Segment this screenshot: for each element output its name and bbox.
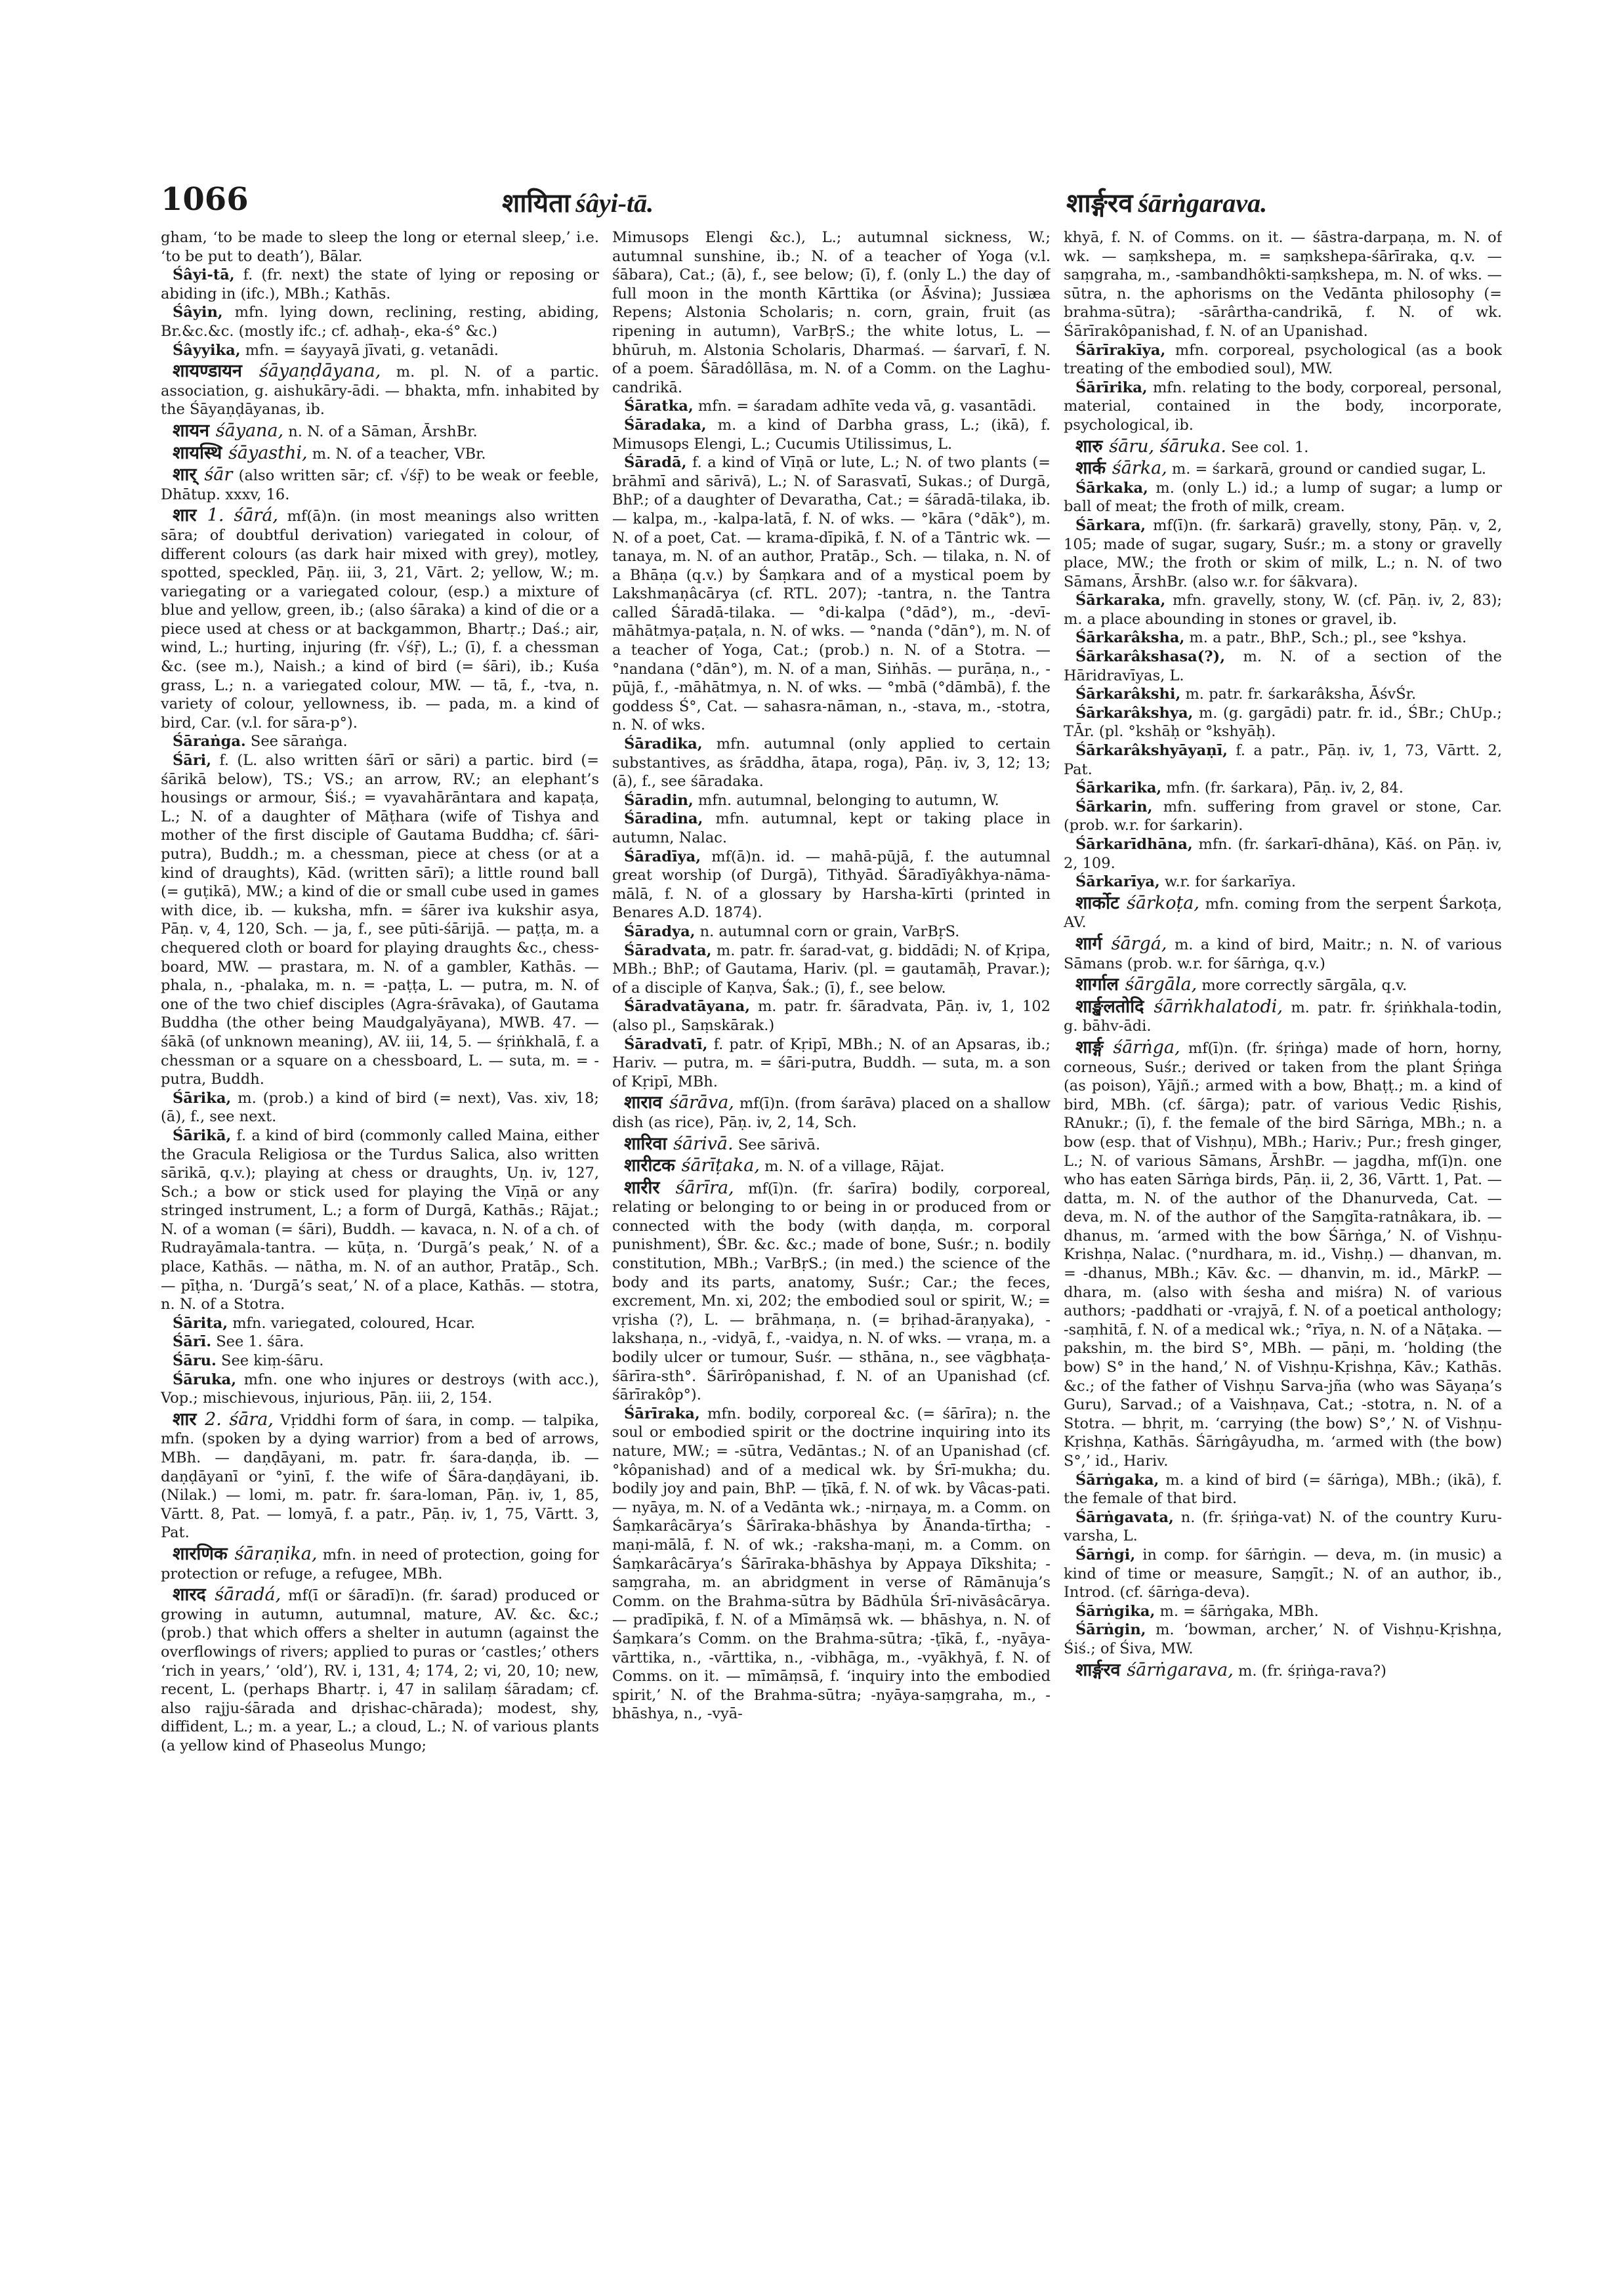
entry-headword: Śārita, — [173, 1314, 228, 1332]
entry-headword — [173, 360, 381, 381]
entry-headword — [1075, 1659, 1234, 1680]
entry-headword: Śâyin, — [173, 304, 223, 321]
headword-transliteration: śārṅga, — [1113, 1037, 1180, 1058]
dictionary-entry — [1064, 1471, 1502, 1508]
dictionary-entry — [1064, 704, 1502, 741]
headword-transliteration: śāyasthi, — [228, 442, 308, 463]
dictionary-entry — [1064, 685, 1502, 704]
entry-definition: See 1. śāra. — [216, 1333, 304, 1351]
entry-definition: mfn. relating to the body, corporeal, personal, material, contained in the body, incorporate, psychological, ib. — [1064, 379, 1502, 434]
entry-headword — [1075, 435, 1226, 457]
headword-transliteration: śārāva, — [669, 1092, 734, 1113]
dictionary-entry — [1064, 629, 1502, 648]
entry-headword: Śārika, — [173, 1089, 232, 1107]
entry-headword: Śāru. — [173, 1352, 217, 1370]
entry-headword: Śārṅgin, — [1075, 1621, 1146, 1639]
dictionary-entry — [612, 941, 1051, 998]
dictionary-entry — [612, 810, 1051, 847]
headword-transliteration: śāyana, — [215, 420, 284, 441]
dictionary-entry — [161, 1410, 599, 1542]
entry-headword: Śārīrika, — [1075, 379, 1148, 396]
entry-definition: Vṛiddhi form of śara, in comp. — talpika, mfn. (spoken by a dying warrior) from a bed of arrows, MBh. — daṇḍāyani, m. patr. fr. śara-daṇḍa, ib. — daṇḍāyanī or °yinī, f. the wife of Śāra-daṇḍāyani, ib. (Nilak.) — lomi, m. patr. fr. śara-loman, Pāṇ. iv, 1, 85, Vārtt. 8, Pat. — lomyā, f. a patr., Pāṇ. iv, 1, 75, Vārtt. 3, Pat. — [161, 1411, 599, 1542]
entry-definition: m. (only L.) id.; a lump of sugar; a lump or ball of meat; the froth of milk, cream. — [1064, 479, 1502, 516]
entry-definition: mfn. (fr. śarkarī-dhāna), Kāś. on Pāṇ. iv, 2, 109. — [1064, 836, 1502, 872]
entry-definition: mfn. lying down, reclining, resting, abiding, Br.&c.&c. (mostly ifc.; cf. adhaḥ-, eka-ś° &c.) — [161, 304, 599, 340]
entry-definition: f. patr. of Kṛipī, MBh.; N. of an Apsaras, ib.; Hariv. — putra, m. = śāri-putra, Buddh. — suta, m. a son of Kṛipī, MBh. — [612, 1035, 1051, 1090]
entry-definition: m. N. of a section of the Hāridravīyas, L. — [1064, 648, 1502, 684]
dictionary-entry — [612, 1134, 1051, 1155]
entry-definition: mfn. autumnal, kept or taking place in autumn, Nalac. — [612, 810, 1051, 846]
entry-definition: n. (fr. śṛiṅga-vat) N. of the country Kuru-varsha, L. — [1064, 1508, 1502, 1545]
dictionary-entry — [612, 997, 1051, 1035]
entry-headword: Śārī. — [173, 1333, 212, 1351]
entry-definition: mf(ā)n. (in most meanings also written sāra; of doubtful derivation) variegated in colour, of different colours (as dark hair mixed with grey), motley, spotted, speckled, Pāṇ. iii, 3, 21, Vārt. 2; yellow, W.; m. variegating or a variegated colour, (esp.) a mixture of blue and yellow, green, ib.; (also śāraka) a kind of die or a piece used at chess or at backgammon, Bhartṛ.; Daś.; air, wind, L.; hurting, injuring (fr. √śṝ), L.; (ī), f. a chessman &c. (see m.), Naish.; a kind of bird (= śāri), ib.; Kuśa grass, L.; n. a variegated colour, MW. — tā, f., -tva, n. variety of colour, yellowness, ib. — pada, m. a kind of bird, Car. (v.l. for sāra-p°). — [161, 508, 599, 732]
dictionary-entry — [1064, 341, 1502, 379]
headword-transliteration: śārīṭaka, — [681, 1155, 760, 1176]
dictionary-entry — [1064, 975, 1502, 995]
entry-definition: mf(ī)n. (fr. śṛiṅga) made of horn, horny, corneous, Suśr.; derived or taken from the plant Śṛiṅga (as poison), Yājñ.; armed with a bow, Bhaṭṭ.; m. a kind of bird, MBh. (cf. śārga); patr. of various Vedic Ṛishis, RAnukr.; (ī), f. the female of the bird Sārṅga, MBh.; n. a bow (esp. that of Vishṇu), MBh.; Hariv.; Pur.; fresh ginger, L.; N. of various Sāmans, ĀrshBr. — jagdha, mf(ī)n. one who has eaten Sārṅga birds, Pāṇ. ii, 2, 36, Vārtt. 1, Pat. — datta, m. N. of the author of the Dhanurveda, Cat. — deva, m. N. of the author of the Saṃgīta-ratnâkara, ib. — dhanus, m. ‘armed with the bow Śārṅga,’ N. of Vishṇu-Krishṇa, Nalac. (°nurdhara, m. id., Vishṇ.) — dhanvan, m. = -dhanus, MBh.; Kāv. &c. — dhanvin, m. id., MārkP. — dhara, m. (also with śesha and miśra) N. of various authors; -paddhati or -vrajyā, f. N. of a poetical anthology; -saṃhitā, f. N. of a medical wk.; °rīya, n. N. of a Nāṭaka. — pakshin, m. the bird S°, MBh. — pāṇi, m. ‘holding (the bow) S° in the hand,’ N. of Vishṇu-Kṛishṇa, Kāv.; Kathās. &c.; of the father of Vishṇu Sarva-jña (who was Sāyaṇa’s Guru), Sarvad.; of a Vaishṇava, Cat.; -stotra, n. N. of a Stotra. — bhṛit, m. ‘carrying (the bow) S°,’ N. of Vishṇu-Kṛishṇa, Kathās. Śārṅgâyudha, m. ‘armed with (the bow) S°,’ id., Hariv. — [1064, 1039, 1502, 1470]
dictionary-entry — [161, 1371, 599, 1408]
entry-headword — [173, 1542, 317, 1564]
entry-definition: mf(ī)n. (from śarāva) placed on a shallow dish (as rice), Pāṇ. iv, 2, 14, Sch. — [612, 1095, 1051, 1131]
entry-definition: mfn. = śayyayā jīvati, g. vetanādi. — [245, 341, 499, 359]
entry-definition: mfn. in need of protection, going for protection or refuge, a refugee, MBh. — [161, 1546, 599, 1582]
dictionary-entry — [612, 416, 1051, 453]
dictionary-entry — [1064, 459, 1502, 479]
entry-headword: Śārṅgaka, — [1075, 1471, 1159, 1489]
entry-headword — [1075, 995, 1283, 1017]
entry-definition: mfn. corporeal, psychological (as a book treating of the embodied soul), MW. — [1064, 341, 1502, 378]
dictionary-entry — [1064, 516, 1502, 591]
dictionary-entry — [161, 228, 599, 266]
entry-definition: See sārivā. — [738, 1136, 821, 1153]
headword-devanagari: शारीर — [624, 1177, 660, 1198]
entry-headword — [173, 1583, 281, 1605]
entry-definition: mfn. coming from the serpent Śarkoṭa, AV. — [1064, 895, 1502, 932]
entry-headword: Śārṅgika, — [1075, 1602, 1156, 1620]
entry-headword: Śāratka, — [624, 398, 694, 415]
headword-transliteration: śārivā. — [673, 1133, 734, 1154]
headword-devanagari: शार्गाल — [1075, 974, 1119, 995]
entry-headword: Śāradvatī, — [624, 1035, 708, 1053]
dictionary-entry — [161, 1333, 599, 1352]
headword-transliteration: śārīra, — [675, 1177, 734, 1198]
entry-definition: m. = śarkarā, ground or candied sugar, L. — [1171, 461, 1486, 478]
entry-definition: mfn. suffering from gravel or stone, Car. (prob. w.r. for śarkarin). — [1064, 798, 1502, 835]
page-header — [161, 181, 1503, 227]
running-head-right — [1066, 184, 1267, 220]
headword-devanagari: शार्कोट — [1075, 892, 1119, 913]
running-head-left — [502, 184, 654, 220]
headword-transliteration: śāyaṇḍāyana, — [259, 361, 381, 382]
column-3 — [1064, 228, 1502, 2249]
entry-definition: w.r. for śarkarīya. — [1164, 873, 1297, 891]
dictionary-entry — [161, 266, 599, 303]
dictionary-entry — [1064, 479, 1502, 516]
dictionary-entry — [612, 1156, 1051, 1176]
dictionary-entry — [161, 341, 599, 360]
entry-headword: Śārkara, — [1075, 516, 1146, 534]
dictionary-entry — [1064, 228, 1502, 341]
entry-headword: Śārkarīya, — [1075, 873, 1160, 891]
entry-headword — [624, 1154, 760, 1176]
entry-definition: m. N. of a teacher, VBr. — [312, 445, 486, 463]
entry-headword: Śāradā, — [624, 454, 687, 472]
dictionary-entry — [161, 1352, 599, 1371]
entry-headword: Śārkarin, — [1075, 798, 1153, 816]
entry-headword: Śārkaka, — [1075, 479, 1148, 497]
entry-definition: m. patr. fr. śāradvata, Pāṇ. iv, 1, 102 (also pl., Saṃskārak.) — [612, 998, 1051, 1034]
headword-transliteration: śārkoṭa, — [1126, 892, 1199, 913]
headword-transliteration: 1. śārá, — [207, 505, 279, 526]
entry-definition: mfn. (fr. śarkara), Pāṇ. iv, 2, 84. — [1166, 779, 1404, 797]
entry-definition: Mimusops Elengi &c.), L.; autumnal sickness, W.; autumnal sunshine, ib.; N. of a teacher of Yoga (v.l. śābara), Cat.; (ā), f., see below; (ī), f. (only L.) the day of full moon in the month Kārttika (or Āśvina); Jussiæa Repens; Alstonia Scholaris; n. corn, grain, fruit (as ripening in autumn), VarBṛS.; the white lotus, L. — bhūruh, m. Alstonia Scholaris, Dharmaś. — śarvarī, f. N. of a poem. Śāradôllāsa, m. N. of a Comm. on the Laghu-candrikā. — [612, 229, 1051, 396]
headword-transliteration: śārṅkhalatodi, — [1154, 996, 1283, 1017]
headword-devanagari: शार् — [173, 465, 197, 486]
entry-definition: m. a patr., BhP., Sch.; pl., see °kshya. — [1189, 629, 1467, 647]
dictionary-entry — [161, 465, 599, 504]
entry-headword — [624, 1132, 734, 1154]
dictionary-entry — [161, 506, 599, 732]
entry-definition: m. pl. N. of a partic. association, g. aishukāry-ādi. — bhakta, mfn. inhabited by the Śāyaṇḍāyanas, ib. — [161, 363, 599, 419]
entry-definition: gham, ‘to be made to sleep the long or eternal sleep,’ i.e. ‘to be put to death’), Bālar. — [161, 229, 599, 265]
entry-headword: Śārkarâkshasa(?), — [1075, 648, 1226, 666]
dictionary-entry — [161, 303, 599, 341]
entry-definition: m. N. of a village, Rājat. — [764, 1158, 945, 1176]
headword-transliteration: śārṅgarava, — [1127, 1659, 1234, 1680]
running-head-left-devanagari: शायिता — [502, 188, 571, 218]
entry-headword — [173, 463, 232, 485]
headword-devanagari: शार्ङ्खलतोदि — [1075, 996, 1144, 1017]
dictionary-entry — [161, 1585, 599, 1755]
headword-devanagari: शार्क — [1075, 458, 1106, 479]
entry-headword: Śāraṅga. — [173, 733, 246, 751]
running-head-right-devanagari: शार्ङ्गरव — [1066, 188, 1133, 218]
entry-definition: mfn. autumnal (only applied to certain substantives, as śrāddha, ātapa, roga), Pāṇ. iv, 3, 12; 13; (ā), f., see śāradaka. — [612, 735, 1051, 791]
entry-definition: mf(ī)n. (fr. śarkarā) gravelly, stony, Pāṇ. v, 2, 105; made of sugar, sugary, Suśr.; m. a stony or gravelly place, MW.; the froth or skim of milk, L.; n. N. of two Sāmans, ĀrshBr. (also w.r. for śākvara). — [1064, 516, 1502, 590]
column-1 — [161, 228, 599, 2249]
entry-definition: m. patr. fr. śarad-vat, g. biddādi; N. of Kṛipa, MBh.; BhP.; of Gautama, Hariv. (pl. = gautamāḥ, Pravar.); of a disciple of Kaṇva, Śak.; (ī), f., see below. — [612, 941, 1051, 997]
entry-headword: Śārṅgi, — [1075, 1546, 1136, 1563]
dictionary-entry — [1064, 779, 1502, 798]
entry-definition: f. a kind of Vīṇā or lute, L.; N. of two plants (= brāhmī and sārivā), L.; N. of Sarasvatī, Sukas.; of Durgā, BhP.; of a daughter of Devaratha, Cat.; = śāradā-tilaka, ib. — kalpa, m., -kalpa-latā, f. N. of wks. — °kāra (°dāk°), m. N. of a poet, Cat. — krama-dīpikā, f. N. of a Tāntric wk. — tanaya, m. N. of an author, Pratāp., Sch. — tilaka, n. N. of a Bhāṇa (q.v.) by Śaṃkara and of a mystical poem by Lakshmaṇâcārya (cf. RTL. 207); -tantra, n. the Tantra called Śāradā-tilaka. — °di-kalpa (°dād°), m., -devī-māhātmya-paṭala, n. N. of wks. — °nanda (°dān°), m. N. of a teacher of Yoga, Cat.; (prob.) n. N. of a Stotra. — °nandana (°dān°), m. N. of a man, Siṅhās. — purāṇa, n., -pūjā, f., -māhātmya, n. N. of wks. — °mbā (°dāmbā), f. the goddess Ś°, Cat. — sahasra-nāman, n., -stava, m., -stotra, n. N. of wks. — [612, 454, 1051, 734]
entry-definition: n. autumnal corn or grain, VarBṛS. — [699, 922, 960, 940]
headword-devanagari: शारीटक — [624, 1155, 675, 1176]
running-head-left-translit: śâyi-tā. — [575, 188, 654, 218]
entry-headword: Śāri, — [173, 752, 212, 770]
headword-transliteration: śāraṇika, — [234, 1543, 318, 1564]
entry-definition: mfn. one who injures or destroys (with acc.), Vop.; mischievous, injurious, Pāṇ. iii, 2, 154. — [161, 1371, 599, 1407]
dictionary-entry — [1064, 873, 1502, 892]
dictionary-entry — [161, 444, 599, 464]
headword-devanagari: शार्ङ्ग — [1075, 1037, 1104, 1058]
entry-definition: in comp. for śārṅgin. — deva, m. (in music) a kind of time or measure, Saṃgīt.; N. of an author, ib., Introd. (cf. śārṅga-deva). — [1064, 1546, 1502, 1602]
dictionary-entry — [612, 1405, 1051, 1724]
entry-definition: mfn. variegated, coloured, Hcar. — [232, 1314, 476, 1332]
entry-headword — [624, 1091, 734, 1113]
dictionary-entry — [1064, 1621, 1502, 1658]
dictionary-entry — [612, 453, 1051, 735]
dictionary-entry — [1064, 835, 1502, 873]
running-head-right-translit: śārṅgarava. — [1138, 188, 1268, 218]
headword-devanagari: शायस्थि — [173, 442, 222, 463]
entry-headword: Śārkarīdhāna, — [1075, 836, 1193, 853]
entry-headword: Śāradīya, — [624, 848, 701, 865]
entry-definition: more correctly sārgāla, q.v. — [1201, 977, 1407, 995]
entry-definition: f. (fr. next) the state of lying or reposing or abiding in (ifc.), MBh.; Kathās. — [161, 266, 599, 302]
entry-definition: khyā, f. N. of Comms. on it. — śāstra-darpaṇa, m. N. of wk. — saṃkshepa, m. = saṃkshepa-śārīraka, q.v. — saṃgraha, m., -sambandhôkti-saṃkshepa, m. N. of wks. — sūtra, n. the aphorisms on the Vedānta philosophy (= brahma-sūtra); -sārârtha-candrikā, f. N. of wk. Śārīrakôpanishad, f. N. of an Upanishad. — [1064, 229, 1502, 340]
dictionary-entry — [1064, 997, 1502, 1036]
entry-definition: m. a kind of bird (= śārṅga), MBh.; (ikā), f. the female of that bird. — [1064, 1471, 1502, 1508]
entry-headword — [624, 1176, 734, 1198]
entry-headword — [173, 442, 308, 463]
dictionary-entry — [161, 732, 599, 751]
entry-headword: Śāruka, — [173, 1371, 237, 1388]
entry-headword: Śārṅgavata, — [1075, 1508, 1174, 1526]
dictionary-entry — [612, 1178, 1051, 1405]
entry-headword — [173, 504, 278, 526]
headword-devanagari: शारिवा — [624, 1133, 667, 1154]
dictionary-entry — [161, 1544, 599, 1583]
entry-headword — [1075, 932, 1167, 954]
dictionary-entry — [1064, 1661, 1502, 1681]
headword-transliteration: śār — [204, 465, 233, 486]
entry-headword: Śāradvatāyana, — [624, 998, 751, 1016]
entry-headword: Śārīraka, — [624, 1405, 700, 1422]
entry-definition: m. a kind of bird, Maitr.; n. N. of various Sāmans (prob. w.r. for śārṅga, q.v.) — [1064, 936, 1502, 972]
column-2 — [612, 228, 1051, 2249]
entry-headword — [1075, 1036, 1180, 1058]
entry-headword: Śārkarika, — [1075, 779, 1162, 797]
entry-definition: mf(ī or śāradī)n. (fr. śarad) produced or growing in autumn, autumnal, mature, AV. &c. &c.; (prob.) that which offers a shelter in autumn (against the overflowings of rivers; applied to puras or ‘castles;’ others ‘rich in years,’ ‘old’), RV. i, 131, 4; 174, 2; vi, 20, 10; new, recent, L. (perhaps Bhartṛ. i, 47 in salilaṃ śāradam; cf. also rajju-śārada and dṛishac-chārada); modest, shy, diffident, L.; m. a year, L.; a cloud, L.; N. of various plants (a yellow kind of Phaseolus Mungo; — [161, 1587, 599, 1754]
entry-definition: n. N. of a Sāman, ĀrshBr. — [288, 423, 478, 440]
dictionary-entry — [612, 922, 1051, 941]
dictionary-entry — [612, 397, 1051, 416]
dictionary-entry — [161, 421, 599, 442]
entry-definition: m. ‘bowman, archer,’ N. of Vishṇu-Kṛishṇa, Śiś.; of Śiva, MW. — [1064, 1621, 1502, 1657]
dictionary-entry — [1064, 591, 1502, 629]
dictionary-entry — [612, 735, 1051, 791]
entry-headword: Śāradina, — [624, 810, 703, 828]
entry-headword: Śāradaka, — [624, 416, 707, 434]
entry-definition: m. a kind of Darbha grass, L.; (ikā), f. Mimusops Elengi, L.; Cucumis Utilissimus, L. — [612, 416, 1051, 453]
headword-devanagari: शायन — [173, 420, 209, 441]
dictionary-entry — [612, 1093, 1051, 1132]
headword-transliteration: 2. śāra, — [205, 1409, 274, 1430]
entry-definition: See sāraṅga. — [250, 733, 348, 751]
dictionary-entry — [1064, 379, 1502, 435]
entry-definition: mfn. autumnal, belonging to autumn, W. — [697, 791, 999, 809]
entry-headword: Śāradin, — [624, 791, 694, 809]
entry-headword — [173, 419, 283, 441]
headword-transliteration: śārgāla, — [1125, 974, 1197, 995]
headword-devanagari: शायण्डायन — [173, 361, 242, 382]
dictionary-entry — [1064, 741, 1502, 779]
entry-headword: Śārīrakīya, — [1075, 341, 1166, 359]
headword-devanagari: शारणिक — [173, 1543, 228, 1564]
dictionary-entry — [1064, 934, 1502, 973]
entry-definition: mfn. gravelly, stony, W. (cf. Pāṇ. iv, 2, 83); m. a place abounding in stones or gravel, ib. — [1064, 592, 1502, 628]
entry-definition: m. (fr. śṛiṅga-rava?) — [1238, 1662, 1386, 1680]
dictionary-entry — [161, 1089, 599, 1127]
entry-definition: See kiṃ-śāru. — [221, 1352, 324, 1370]
headword-devanagari: शाराव — [624, 1092, 663, 1113]
headword-devanagari: शार्ग — [1075, 933, 1102, 954]
headword-devanagari: शार्ङ्गरव — [1075, 1659, 1121, 1680]
entry-definition: m. patr. fr. śṛiṅkhala-todin, g. bāhv-ādi. — [1064, 999, 1502, 1035]
entry-definition: f. a kind of bird (commonly called Maina, either the Gracula Religiosa or the Turdus Salica, also written sārikā, q.v.); playing at chess or draughts, Uṇ. iv, 127, Sch.; a bow or stick used for playing the Vīṇā or any stringed instrument, L.; a form of Durgā, Kathās.; Rājat.; N. of a woman (= śāri), Buddh. — kavaca, n. N. of a ch. of Rudrayāmala-tantra. — kūṭa, n. ‘Durgā’s peak,’ N. of a place, Kathās. — nātha, m. N. of an author, Pratāp., Sch. — pīṭha, n. ‘Durgā’s seat,’ N. of a place, Kathās. — stotra, n. N. of a Stotra. — [161, 1127, 599, 1313]
dictionary-entry — [161, 362, 599, 419]
dictionary-entry — [1064, 798, 1502, 835]
entry-headword: Śārkaraka, — [1075, 592, 1166, 610]
page-number: 1066 — [161, 181, 249, 218]
dictionary-entry — [1064, 1038, 1502, 1471]
entry-definition: mf(ā)n. id. — mahā-pūjā, f. the autumnal great worship (of Durgā), Tithyād. Śāradīyâkhya-nāma-mālā, f. N. of a glossary by Harsha-kīrti (printed in Benares A.D. 1874). — [612, 848, 1051, 922]
headword-devanagari: शार — [173, 1409, 197, 1430]
entry-headword: Śārkarâkshya, — [1075, 704, 1194, 722]
dictionary-entry — [612, 791, 1051, 810]
dictionary-entry — [161, 1314, 599, 1333]
headword-transliteration: śāru, śāruka. — [1109, 436, 1226, 457]
entry-headword: Śâyyika, — [173, 341, 241, 359]
dictionary-entry — [1064, 437, 1502, 457]
entry-definition: mf(ī)n. (fr. śarīra) bodily, corporeal, relating or belonging to or being in or produced from or connected with the body (with daṇḍa, m. corporal punishment), ŚBr. &c. &c.; made of bone, Suśr.; n. bodily constitution, MBh.; VarBṛS.; (in med.) the science of the body and its parts, anatomy, Suśr.; Car.; the feces, excrement, Mn. xi, 202; the embodied soul or spirit, W.; = vṛisha (?), L. — brāhmaṇa, n. (= bṛihad-āraṇyaka), -lakshaṇa, n., -vidyā, f., -vaidya, n. N. of wks. — vraṇa, m. a bodily ulcer or tumour, Suśr. — sthāna, n., see vāgbhaṭa-śārīra-sth°. Śārīrôpanishad, f. N. of an Upanishad (cf. śārīrakôp°). — [612, 1180, 1051, 1404]
entry-definition: See col. 1. — [1231, 438, 1309, 456]
dictionary-columns — [161, 228, 1503, 2249]
entry-headword: Śāradya, — [624, 922, 696, 940]
entry-definition: (also written sār; cf. √śṝ) to be weak or feeble, Dhātup. xxxv, 16. — [161, 467, 599, 503]
entry-headword: Śāradika, — [624, 735, 703, 753]
entry-headword — [1075, 457, 1167, 478]
dictionary-entry — [612, 848, 1051, 922]
headword-devanagari: शारु — [1075, 436, 1103, 457]
headword-transliteration: śāradá, — [215, 1584, 281, 1605]
entry-headword: Śārkarâksha, — [1075, 629, 1185, 647]
headword-devanagari: शारद — [173, 1584, 206, 1605]
dictionary-entry — [161, 751, 599, 1089]
entry-headword — [1075, 892, 1199, 913]
entry-headword — [1075, 973, 1197, 995]
headword-transliteration: śārgá, — [1111, 933, 1167, 954]
dictionary-entry — [612, 1035, 1051, 1092]
entry-headword — [173, 1408, 274, 1430]
headword-devanagari: शार — [173, 505, 197, 526]
dictionary-entry — [1064, 894, 1502, 932]
dictionary-entry — [1064, 1546, 1502, 1602]
entry-definition: mfn. = śaradam adhīte veda vā, g. vasantādi. — [697, 398, 1037, 415]
dictionary-entry — [1064, 648, 1502, 685]
entry-headword: Śārikā, — [173, 1127, 232, 1144]
entry-headword: Śâyi-tā, — [173, 266, 235, 284]
dictionary-entry — [1064, 1602, 1502, 1621]
entry-definition: mfn. bodily, corporeal &c. (= śārīra); n. the soul or embodied spirit or the doctrine inquiring into its nature, MW.; = -sūtra, Vedāntas.; N. of an Upanishad (cf. °kôpanishad) and of a medical wk. by Śrī-mukha; du. bodily joy and pain, BhP. — ṭīkā, f. N. of wk. by Vâcas-pati. — nyāya, m. N. of a Vedānta wk.; -nirṇaya, m. a Comm. on Śaṃkarâcārya’s Śārīraka-bhāshya by Ānanda-tīrtha; -maṇi-mālā, f. N. of wk.; -raksha-maṇi, m. a Comm. on Śaṃkarâcārya’s Śārīraka-bhāshya by Appaya Dīkshita; -saṃgraha, m. an abridgment in verse of Rāmānuja’s Comm. on the Brahma-sūtra by Bādhūla Śrī-nivāsâcārya. — pradīpikā, f. N. of a Mīmāṃsā wk. — bhāshya, n. N. of Śaṃkara’s Comm. on the Brahma-sūtra; -ṭīkā, f., -nyāya-vārttika, n., -vārttika, n., -vibhāga, m., -vyākhyā, f. N. of Comms. on it. — mīmāṃsā, f. ‘inquiry into the embodied spirit,’ N. of the Brahma-sūtra; -nyāya-saṃgraha, m., -bhāshya, n., -vyā- — [612, 1405, 1051, 1723]
entry-definition: m. = śārṅgaka, MBh. — [1159, 1602, 1319, 1620]
entry-headword: Śārkarâkshi, — [1075, 686, 1181, 703]
headword-transliteration: śārka, — [1112, 458, 1167, 479]
entry-definition: f. (L. also written śārī or sāri) a partic. bird (= śārikā below), TS.; VS.; an arrow, RV.; an elephant’s housings or armour, Śiś.; = vyavahārāntara and kapaṭa, L.; N. of a daughter of Māṭhara (wife of Tishya and mother of the first disciple of Gautama Buddha; cf. śāri-putra), Buddh.; m. a chessman, piece at chess (or at a kind of draughts), Kād. (written sārī); a little round ball (= guṭikā), MW.; a kind of die or small cube used in games with dice, ib. — kuksha, mfn. = śārer iva kukshir asya, Pāṇ. v, 4, 120, Sch. — ja, f., see pūti-śārijā. — paṭṭa, m. a chequered cloth or board for playing draughts &c., chess-board, MW. — prastara, m. N. of a gambler, Kathās. — phala, n., -phalaka, m. n. = -paṭṭa, L. — putra, m. N. of one of the two chief disciples (Agra-śrāvaka), of Gautama Buddha (the other being Maudgalyāyana), MWB. 47. — śākā (of unknown meaning), AV. iii, 14, 5. — śṛiṅkhalā, f. a chessman or a square on a chessboard, L. — suta, m. = -putra, Buddh. — [161, 752, 599, 1088]
dictionary-entry — [161, 1127, 599, 1314]
entry-definition: m. patr. fr. śarkarâksha, ĀśvŚr. — [1185, 686, 1417, 703]
entry-headword: Śārkarâkshyāyaṇī, — [1075, 742, 1228, 760]
entry-headword: Śāradvata, — [624, 941, 712, 959]
dictionary-entry — [1064, 1508, 1502, 1546]
entry-definition: f. a patr., Pāṇ. iv, 1, 73, Vārtt. 2, Pat. — [1064, 742, 1502, 778]
entry-definition: m. (prob.) a kind of bird (= next), Vas. xiv, 18; (ā), f., see next. — [161, 1089, 599, 1126]
entry-definition: m. (g. gargādi) patr. fr. id., ŚBr.; ChUp.; TĀr. (pl. °kshāḥ or °kshyāḥ). — [1064, 704, 1502, 741]
dictionary-entry — [612, 228, 1051, 397]
